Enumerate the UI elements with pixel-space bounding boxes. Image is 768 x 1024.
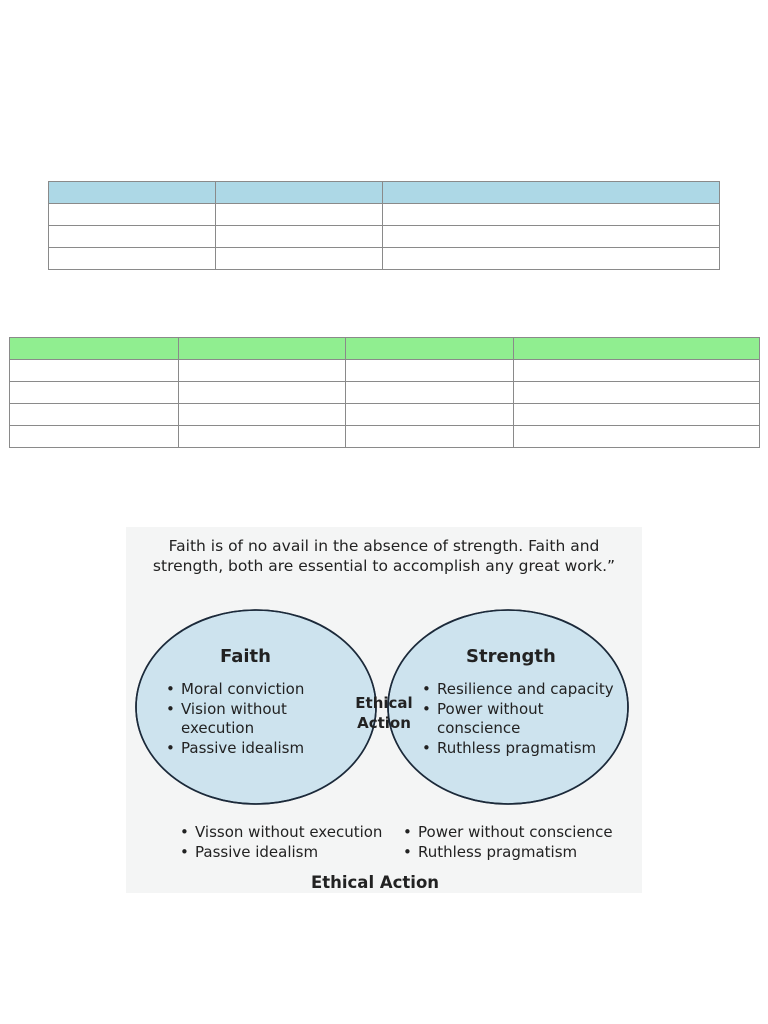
table-row: [10, 382, 760, 404]
empty-table-green-header: [9, 337, 760, 448]
table-cell: [383, 226, 720, 248]
table-row: [49, 248, 720, 270]
table-cell: [49, 226, 216, 248]
below-right-list: [403, 823, 633, 862]
table-cell: [514, 360, 760, 382]
header-cell: [346, 338, 514, 360]
table-cell: [10, 382, 179, 404]
table-cell: [383, 248, 720, 270]
table-cell: [346, 404, 514, 426]
table-cell: [216, 226, 383, 248]
faith-list: [166, 680, 331, 758]
table-cell: [179, 404, 346, 426]
header-cell: [49, 182, 216, 204]
list-item: • Power without conscience: [422, 700, 627, 739]
table-cell: [346, 426, 514, 448]
table-cell: [216, 248, 383, 270]
list-item: • Ruthless pragmatism: [403, 843, 633, 863]
table-row: [49, 204, 720, 226]
table-cell: [49, 248, 216, 270]
table-cell: [49, 204, 216, 226]
table-cell: [383, 204, 720, 226]
empty-table-blue-header: [48, 181, 720, 270]
table-cell: [514, 382, 760, 404]
table-header-row: [49, 182, 720, 204]
table-cell: [179, 382, 346, 404]
faith-title: Faith: [220, 646, 271, 667]
header-cell: [216, 182, 383, 204]
header-cell: [383, 182, 720, 204]
table-cell: [216, 204, 383, 226]
list-item: • Power without conscience: [403, 823, 633, 843]
list-item: • Resilience and capacity: [422, 680, 627, 700]
table-cell: [346, 360, 514, 382]
table-cell: [10, 426, 179, 448]
list-item: • Passive idealism: [180, 843, 400, 863]
table-row: [10, 404, 760, 426]
header-cell: [514, 338, 760, 360]
list-item: • Vision without execution: [166, 700, 331, 739]
table-header-row: [10, 338, 760, 360]
list-item: • Visson without execution: [180, 823, 400, 843]
list-item: • Moral conviction: [166, 680, 331, 700]
quote-text: Faith is of no avail in the absence of strength. Faith and strength, both are essential to accomplish any great work.”: [152, 537, 616, 575]
list-item: • Passive idealism: [166, 739, 331, 759]
table-cell: [179, 360, 346, 382]
header-cell: [10, 338, 179, 360]
overlap-label: Ethical Action: [355, 694, 413, 732]
strength-list: [422, 680, 627, 758]
table-cell: [514, 426, 760, 448]
table-cell: [346, 382, 514, 404]
venn-diagram-figure: [126, 527, 642, 893]
table-row: [10, 360, 760, 382]
table-cell: [10, 404, 179, 426]
table-row: [10, 426, 760, 448]
table-cell: [10, 360, 179, 382]
bottom-title: Ethical Action: [310, 873, 440, 892]
strength-title: Strength: [466, 646, 556, 667]
header-cell: [179, 338, 346, 360]
list-item: • Ruthless pragmatism: [422, 739, 627, 759]
table-row: [49, 226, 720, 248]
table-cell: [179, 426, 346, 448]
table-cell: [514, 404, 760, 426]
below-left-list: [180, 823, 400, 862]
